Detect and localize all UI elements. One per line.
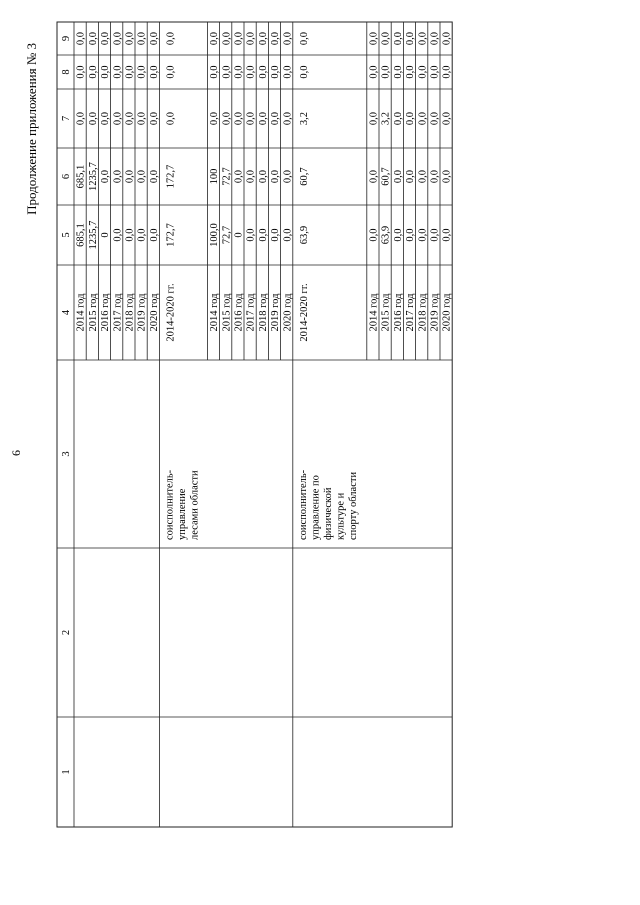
amount-cell: 0,0 [75,31,87,46]
coexecutor-text: управление по [310,475,322,540]
amount-cell: 0,0 [417,65,429,79]
amount-cell: 0,0 [136,31,148,46]
coexecutor-text: лесами области [189,470,201,540]
amount-cell: 0,0 [124,111,136,126]
amount-cell: 0,0 [124,228,136,242]
column-number: 3 [61,451,72,457]
amount-cell: 1235,7 [87,220,99,250]
column-number: 1 [61,769,72,775]
amount-cell: 0,0 [148,169,160,184]
amount-cell: 0,0 [245,111,257,126]
amount-cell: 0,0 [165,31,177,46]
year-label: 2016 год [233,293,245,332]
amount-cell: 1235,7 [87,162,99,191]
year-label: 2015 год [221,293,233,332]
amount-cell: 0,0 [124,65,136,79]
amount-cell: 0,0 [209,65,221,79]
amount-cell: 0,0 [245,65,257,79]
coexecutor-text: соисполнитель- [164,469,176,540]
amount-cell: 0,0 [282,31,294,46]
amount-cell: 0,0 [221,31,233,46]
amount-cell: 0,0 [257,169,269,184]
amount-cell: 0,0 [392,228,404,242]
amount-cell: 0,0 [282,169,294,184]
amount-cell: 0,0 [298,65,310,79]
amount-cell: 0,0 [209,31,221,46]
column-number: 7 [61,115,72,122]
amount-cell: 0,0 [441,111,453,126]
continuation-title: Продолжение приложения № 3 [24,43,39,215]
amount-cell: 0,0 [282,111,294,126]
column-number: 2 [61,629,72,636]
amount-cell: 0,0 [148,65,160,79]
year-label: 2019 год [136,293,148,332]
amount-cell: 0,0 [87,65,99,79]
amount-cell: 0,0 [245,228,257,242]
amount-cell: 0,0 [148,111,160,126]
amount-cell: 0,0 [282,65,294,79]
amount-cell: 0,0 [75,65,87,79]
amount-cell: 3,2 [380,111,392,126]
amount-cell: 0,0 [233,65,245,79]
amount-cell: 60,7 [380,167,392,186]
year-label: 2020 год [441,293,453,332]
year-label: 2017 год [245,293,257,332]
amount-cell: 0,0 [392,169,404,184]
page-header [9,43,39,456]
amount-cell: 0,0 [233,169,245,184]
amount-cell: 172,7 [165,164,177,189]
amount-cell: 0,0 [405,228,417,242]
table-frame [57,22,452,827]
coexecutor-text: соисполнитель- [297,469,309,540]
period-total-label: 2014-2020 гг. [298,283,310,342]
amount-cell: 0,0 [298,31,310,46]
year-label: 2020 год [282,293,294,332]
year-label: 2018 год [417,293,429,332]
amount-cell: 0,0 [368,65,380,79]
year-label: 2016 год [100,293,112,332]
year-label: 2017 год [112,293,124,332]
amount-cell: 0,0 [417,228,429,242]
amount-cell: 685,1 [75,164,87,189]
amount-cell: 0 [100,232,112,238]
amount-cell: 0,0 [245,169,257,184]
amount-cell: 0,0 [136,65,148,79]
coexecutor-text: культуре и [335,492,347,540]
column-number: 8 [61,69,72,75]
amount-cell: 0,0 [417,111,429,126]
amount-cell: 0,0 [233,31,245,46]
amount-cell: 0,0 [112,228,124,242]
amount-cell: 63,9 [380,225,392,245]
amount-cell: 0,0 [112,31,124,46]
column-number: 9 [61,35,72,42]
amount-cell: 0,0 [441,228,453,242]
amount-cell: 3,2 [298,111,310,126]
year-label: 2017 год [405,293,417,332]
year-label: 2018 год [257,293,269,332]
amount-cell: 0,0 [100,169,112,184]
amount-cell: 0,0 [221,65,233,79]
amount-cell: 0,0 [209,111,221,126]
amount-cell: 0,0 [392,65,404,79]
year-label: 2015 год [380,293,392,332]
amount-cell: 63,9 [298,225,310,245]
amount-cell: 0,0 [221,111,233,126]
year-label: 2020 год [148,293,160,332]
column-number: 4 [61,309,72,316]
year-label: 2014 год [368,293,380,332]
amount-cell: 0,0 [417,31,429,46]
amount-cell: 0,0 [148,31,160,46]
amount-cell: 685,1 [75,223,87,247]
amount-cell: 0,0 [270,31,282,46]
amount-cell: 0,0 [405,169,417,184]
amount-cell: 100 [209,168,221,185]
amount-cell: 0,0 [392,31,404,46]
amount-cell: 0,0 [100,31,112,46]
year-label: 2014 год [209,293,221,332]
amount-cell: 0,0 [112,65,124,79]
year-label: 2018 год [124,293,136,332]
budget-table [57,22,453,827]
amount-cell: 100,0 [209,223,221,247]
amount-cell: 0,0 [429,228,441,242]
year-label: 2019 год [429,293,441,332]
amount-cell: 72,7 [221,225,233,245]
amount-cell: 0,0 [405,31,417,46]
column-number: 5 [61,232,72,238]
period-total-label: 2014-2020 гг. [165,283,177,342]
amount-cell: 0,0 [257,31,269,46]
amount-cell: 0,0 [245,31,257,46]
amount-cell: 0,0 [380,65,392,79]
amount-cell: 0,0 [392,111,404,126]
amount-cell: 0,0 [270,65,282,79]
amount-cell: 0,0 [417,169,429,184]
coexecutor-text: физической [322,487,334,540]
amount-cell: 72,7 [221,167,233,186]
amount-cell: 0,0 [124,169,136,184]
column-number: 6 [61,173,72,180]
amount-cell: 0,0 [112,169,124,184]
amount-cell: 0,0 [233,111,245,126]
amount-cell: 0,0 [136,169,148,184]
amount-cell: 172,7 [165,223,177,247]
amount-cell: 0,0 [429,65,441,79]
amount-cell: 0,0 [368,228,380,242]
amount-cell: 0,0 [282,228,294,242]
amount-cell: 0,0 [441,169,453,184]
amount-cell: 0,0 [441,65,453,79]
amount-cell: 0,0 [148,228,160,242]
year-label: 2014 год [75,293,87,332]
amount-cell: 0,0 [100,65,112,79]
amount-cell: 0,0 [87,111,99,126]
amount-cell: 0,0 [368,31,380,46]
year-label: 2015 год [87,293,99,332]
amount-cell: 0,0 [429,169,441,184]
amount-cell: 0,0 [136,111,148,126]
year-label: 2016 год [392,293,404,332]
amount-cell: 0,0 [100,111,112,126]
amount-cell: 0 [233,232,245,238]
amount-cell: 0,0 [87,31,99,46]
amount-cell: 0,0 [368,111,380,126]
amount-cell: 0,0 [257,228,269,242]
amount-cell: 0,0 [405,65,417,79]
amount-cell: 0,0 [75,111,87,126]
amount-cell: 0,0 [165,111,177,126]
coexecutor-text: управление [176,488,188,540]
amount-cell: 0,0 [380,31,392,46]
amount-cell: 0,0 [405,111,417,126]
year-label: 2019 год [270,293,282,332]
amount-cell: 0,0 [257,111,269,126]
amount-cell: 0,0 [429,31,441,46]
amount-cell: 0,0 [441,31,453,46]
amount-cell: 0,0 [270,169,282,184]
amount-cell: 0,0 [368,169,380,184]
amount-cell: 0,0 [165,65,177,79]
amount-cell: 0,0 [429,111,441,126]
amount-cell: 0,0 [270,228,282,242]
amount-cell: 0,0 [124,31,136,46]
coexecutor-text: спорту области [347,471,359,540]
amount-cell: 60,7 [298,167,310,186]
amount-cell: 0,0 [257,65,269,79]
page-number: 6 [9,450,23,456]
amount-cell: 0,0 [270,111,282,126]
amount-cell: 0,0 [136,228,148,242]
amount-cell: 0,0 [112,111,124,126]
